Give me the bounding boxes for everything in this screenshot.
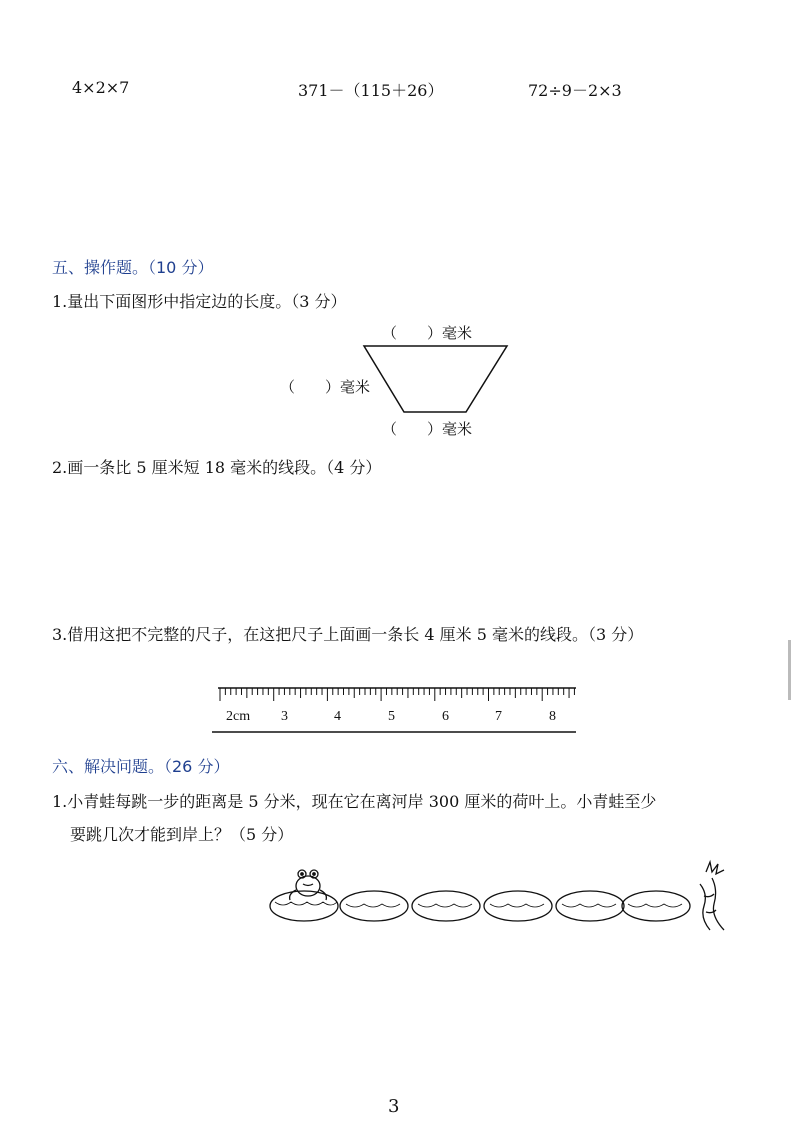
question-5-3-text: 3.借用这把不完整的尺子，在这把尺子上面画一条长 4 厘米 5 毫米的线段。（3 分） — [52, 625, 644, 644]
ruler-label-7: 7 — [495, 709, 502, 724]
expression-3: 72÷9－2×3 — [528, 81, 622, 100]
page-number: 3 — [388, 1096, 400, 1117]
ruler-label-5: 5 — [388, 709, 395, 724]
ruler-label-2cm: 2cm — [226, 709, 251, 724]
question-6-1-line2: 要跳几次才能到岸上？（5 分） — [70, 825, 294, 844]
ruler-label-6: 6 — [442, 709, 449, 724]
ruler-label-4: 4 — [334, 709, 341, 724]
ruler-label-3: 3 — [281, 709, 288, 724]
question-5-1-text: 1.量出下面图形中指定边的长度。（3 分） — [52, 292, 347, 311]
frog-icon — [290, 870, 327, 900]
question-5-2-text: 2.画一条比 5 厘米短 18 毫米的线段。（4 分） — [52, 458, 382, 477]
bottom-edge-label: （ ）毫米 — [382, 420, 473, 438]
section-5-title: 五、操作题。（10 分） — [52, 258, 214, 277]
ruler-label-8: 8 — [549, 709, 556, 724]
section-6-title: 六、解决问题。（26 分） — [52, 757, 230, 776]
expression-1: 4×2×7 — [72, 78, 130, 97]
expression-2: 371－（115＋26） — [298, 81, 444, 100]
riverbank-icon — [700, 862, 724, 930]
question-6-1-line1: 1.小青蛙每跳一步的距离是 5 分米，现在它在离河岸 300 厘米的荷叶上。小青蛙至少 — [52, 792, 657, 811]
scan-edge-mark — [788, 640, 791, 700]
top-edge-label: （ ）毫米 — [382, 324, 473, 342]
left-edge-label: （ ）毫米 — [280, 378, 371, 396]
